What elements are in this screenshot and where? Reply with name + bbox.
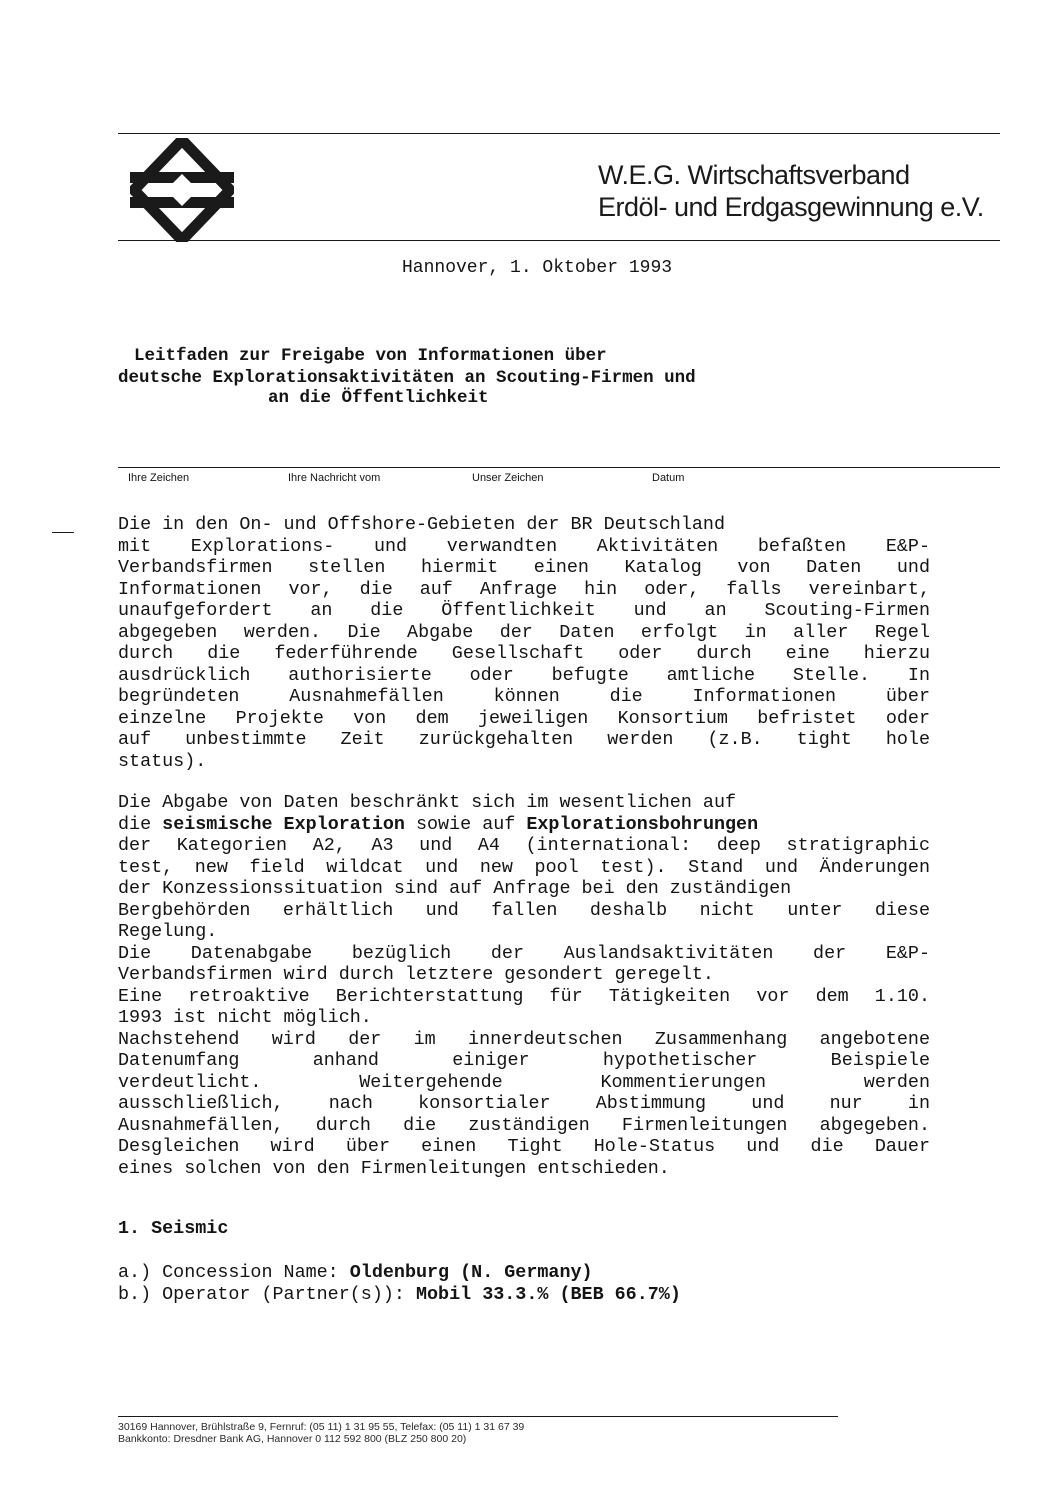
- paragraph-line: Datenumfang anhand einiger hypothetischer Beispiele: [118, 1050, 930, 1071]
- paragraph-line: Ausnahmefällen, durch die zuständigen Firmenleitungen abgegeben.: [118, 1114, 930, 1136]
- ref-ihre-nachricht: Ihre Nachricht vom: [288, 472, 381, 484]
- paragraph-line: Informationen vor, die auf Anfrage hin oder, falls vereinbart,: [118, 578, 930, 600]
- paragraph-line: verdeutlicht. Weitergehende Kommentierungen werden: [118, 1071, 930, 1093]
- paragraph-line: unaufgefordert an die Öffentlichkeit und an Scouting-Firmen: [118, 600, 930, 621]
- title-line-1: Leitfaden zur Freigabe von Informationen über: [134, 346, 607, 366]
- weg-logo: [130, 138, 234, 242]
- item-value: Oldenburg (N. Germany): [349, 1262, 593, 1283]
- letterhead-top-rule: [118, 133, 1000, 134]
- paragraph-line: Die Datenabgabe bezüglich der Auslandsaktivitäten der E&P-: [118, 942, 930, 964]
- emphasis-seismic-exploration: seismische Exploration: [162, 813, 405, 835]
- paragraph-line: Verbandsfirmen wird durch letztere gesondert geregelt.: [118, 964, 714, 985]
- item-value: Mobil 33.3.% (BEB 66.7%): [415, 1284, 681, 1305]
- item-concession: [118, 1262, 593, 1283]
- text-run: die: [118, 813, 163, 835]
- paragraph-line: Nachstehend wird der im innerdeutschen Zusammenhang angebotene: [118, 1028, 930, 1050]
- paragraph-line: Die Abgabe von Daten beschränkt sich im wesentlichen auf: [118, 792, 737, 813]
- reference-rule: [118, 467, 1000, 468]
- paragraph-2: [118, 792, 930, 1179]
- paragraph-line: abgegeben werden. Die Abgabe der Daten erfolgt in aller Regel: [118, 621, 930, 643]
- footer-line-2: Bankkonto: Dresdner Bank AG, Hannover 0 112 592 800 (BLZ 250 800 20): [118, 1433, 467, 1445]
- paragraph-line: mit Explorations- und verwandten Aktivitäten befaßten E&P-: [118, 535, 930, 557]
- item-label: a.) Concession Name:: [118, 1262, 350, 1283]
- emphasis-explorationsbohrungen: Explorationsbohrungen: [526, 813, 759, 835]
- paragraph-line: 1993 ist nicht möglich.: [118, 1007, 372, 1028]
- fold-mark: [52, 532, 74, 533]
- paragraph-line-with-emphasis: [118, 814, 930, 836]
- item-operator: [118, 1284, 681, 1305]
- footer-line-1: 30169 Hannover, Brühlstraße 9, Fernruf: (05 11) 1 31 95 55, Telefax: (05 11) 1 31 67 39: [118, 1421, 525, 1433]
- paragraph-line: Desgleichen wird über einen Tight Hole-Status und die Dauer: [118, 1136, 930, 1157]
- paragraph-line: begründeten Ausnahmefällen können die Informationen über: [118, 686, 930, 707]
- paragraph-line: test, new field wildcat und new pool test). Stand und Änderungen: [118, 856, 930, 878]
- paragraph-line: einzelne Projekte von dem jeweiligen Konsortium befristet oder: [118, 707, 930, 729]
- ref-unser-zeichen: Unser Zeichen: [472, 472, 544, 484]
- paragraph-line: Bergbehörden erhältlich und fallen deshalb nicht unter diese: [118, 899, 930, 921]
- paragraph-line: Regelung.: [118, 921, 218, 942]
- paragraph-line: eines solchen von den Firmenleitungen entschieden.: [118, 1157, 670, 1179]
- paragraph-line: der Kategorien A2, A3 und A4 (international: deep stratigraphic: [118, 835, 930, 856]
- title-line-2: deutsche Explorationsaktivitäten an Scouting-Firmen und: [118, 368, 696, 388]
- ref-datum: Datum: [652, 472, 685, 484]
- paragraph-line: Eine retroaktive Berichterstattung für Tätigkeiten vor dem 1.10.: [118, 985, 930, 1007]
- item-label: b.) Operator (Partner(s)):: [118, 1284, 416, 1305]
- letterhead-bottom-rule: [118, 240, 1000, 241]
- title-line-3: an die Öffentlichkeit: [268, 388, 489, 408]
- paragraph-line: der Konzessionssituation sind auf Anfrage bei den zuständigen: [118, 878, 792, 899]
- footer-address: [118, 1421, 524, 1445]
- date-line: Hannover, 1. Oktober 1993: [402, 258, 673, 278]
- ref-ihre-zeichen: Ihre Zeichen: [128, 472, 190, 484]
- org-name-line2: Erdöl- und Erdgasgewinnung e.V.: [598, 192, 984, 222]
- paragraph-line: Verbandsfirmen stellen hiermit einen Katalog von Daten und: [118, 557, 930, 578]
- paragraph-line: status).: [118, 750, 207, 772]
- paragraph-line: durch die federführende Gesellschaft oder durch eine hierzu: [118, 643, 930, 664]
- paragraph-line: auf unbestimmte Zeit zurückgehalten werden (z.B. tight hole: [118, 729, 930, 750]
- paragraph-line: ausschließlich, nach konsortialer Abstimmung und nur in: [118, 1093, 930, 1114]
- text-run: sowie auf: [404, 813, 527, 835]
- paragraph-1: [118, 514, 930, 772]
- section-heading: 1. Seismic: [118, 1218, 229, 1239]
- org-name-line1: W.E.G. Wirtschaftsverband: [598, 160, 910, 190]
- paragraph-line: Die in den On- und Offshore-Gebieten der BR Deutschland: [118, 514, 725, 535]
- footer-rule: [118, 1416, 838, 1417]
- paragraph-line: ausdrücklich authorisierte oder befugte amtliche Stelle. In: [118, 664, 930, 686]
